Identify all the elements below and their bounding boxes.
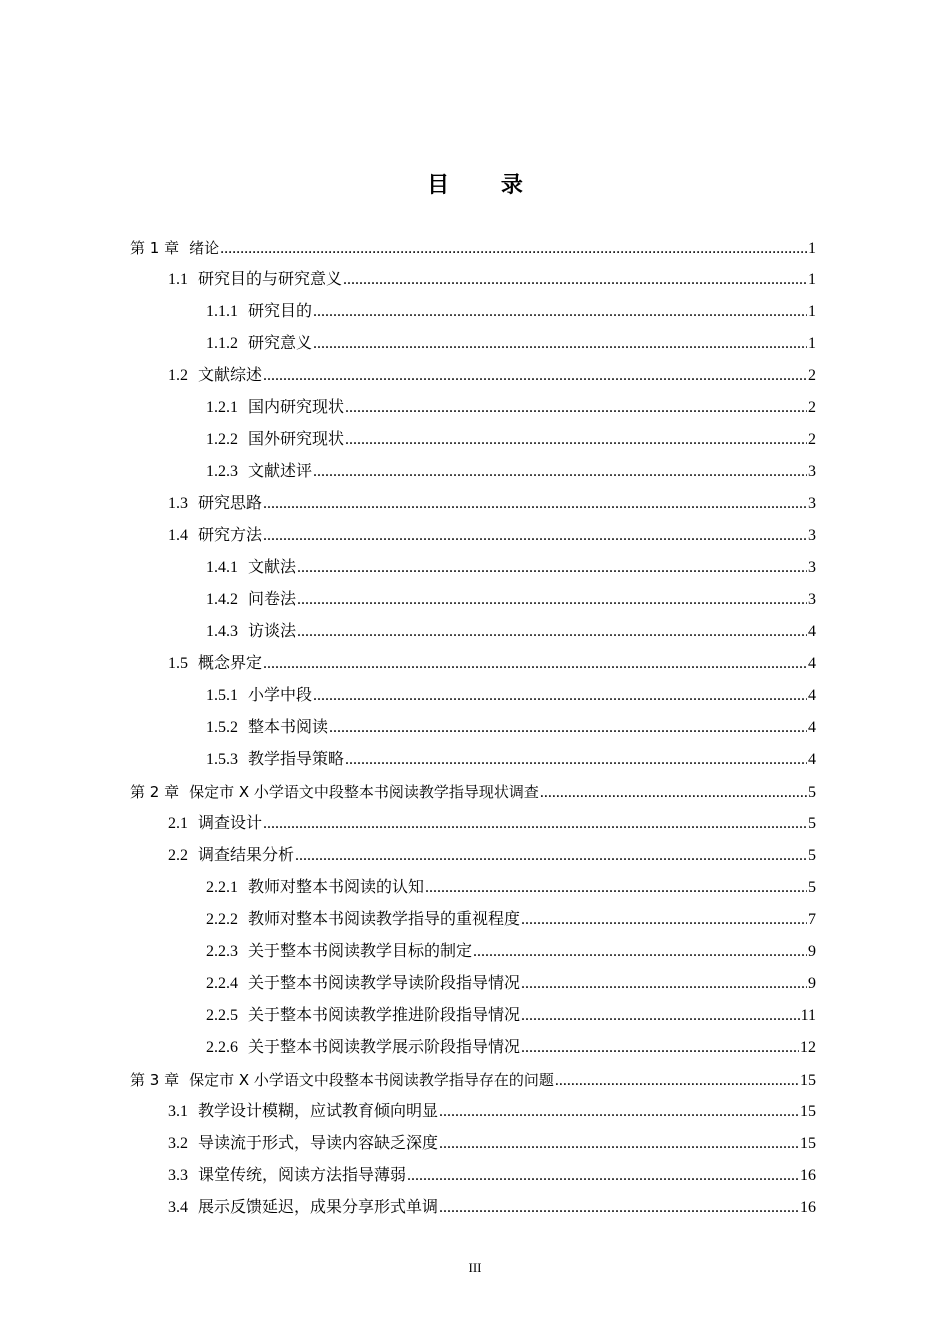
toc-entry-title: 研究目的 (248, 303, 313, 320)
toc-entry-title: 教师对整本书阅读教学指导的重视程度 (248, 911, 521, 928)
toc-entry[interactable] (130, 520, 816, 552)
toc-entry[interactable] (130, 712, 816, 744)
toc-entry[interactable] (130, 360, 816, 392)
toc-entry-page: 4 (808, 751, 816, 768)
toc-entry-number: 2.2.3 (206, 943, 238, 960)
toc-entry-title: 整本书阅读 (248, 719, 329, 736)
toc-entry-number: 1.2.1 (206, 399, 238, 416)
toc-entry-number: 1.4.1 (206, 559, 238, 576)
toc-entry[interactable] (130, 1160, 816, 1192)
page-title: 目 录 (427, 173, 545, 198)
toc-entry[interactable] (130, 328, 816, 360)
toc-entry[interactable] (130, 392, 816, 424)
toc-entry-page: 4 (808, 687, 816, 704)
toc-dot-leader (313, 296, 807, 328)
toc-entry-page: 15 (800, 1135, 816, 1152)
toc-entry-number: 3.4 (168, 1199, 188, 1216)
toc-entry[interactable] (130, 1192, 816, 1224)
toc-entry[interactable] (130, 744, 816, 776)
toc-dot-leader (345, 424, 807, 456)
toc-entry-page: 2 (808, 431, 816, 448)
toc-entry-title: 关于整本书阅读教学推进阶段指导情况 (248, 1007, 521, 1024)
toc-entry-page: 9 (808, 943, 816, 960)
toc-entry-title: 国内研究现状 (248, 399, 345, 416)
toc-entry-page: 16 (800, 1167, 816, 1184)
toc-entry-page: 5 (808, 879, 816, 896)
toc-dot-leader (297, 616, 807, 648)
toc-entry-page: 5 (808, 784, 816, 801)
toc-entry-page: 3 (808, 527, 816, 544)
toc-entry-number: 2.2.5 (206, 1007, 238, 1024)
toc-entry-number: 2.2.1 (206, 879, 238, 896)
toc-dot-leader (555, 1065, 799, 1097)
toc-dot-leader (263, 520, 807, 552)
toc-entry-title: 文献综述 (198, 367, 263, 384)
toc-entry-number: 1.4 (168, 527, 188, 544)
toc-entry-title: 关于整本书阅读教学目标的制定 (248, 943, 473, 960)
toc-entry-page: 5 (808, 815, 816, 832)
toc-entry[interactable] (130, 872, 816, 904)
toc-dot-leader (345, 744, 807, 776)
toc-dot-leader (263, 360, 807, 392)
toc-dot-leader (439, 1192, 799, 1224)
toc-entry-title: 文献法 (248, 559, 297, 576)
toc-dot-leader (343, 264, 807, 296)
table-of-contents (130, 232, 816, 1224)
toc-entry-page: 16 (800, 1199, 816, 1216)
toc-dot-leader (521, 968, 807, 1000)
toc-entry-page: 3 (808, 463, 816, 480)
toc-entry-title: 小学中段 (248, 687, 313, 704)
toc-dot-leader (295, 840, 807, 872)
toc-entry[interactable] (130, 808, 816, 840)
toc-entry-number: 1.4.3 (206, 623, 238, 640)
toc-entry-page: 9 (808, 975, 816, 992)
toc-dot-leader (521, 1000, 800, 1032)
toc-entry-number: 1.5.2 (206, 719, 238, 736)
toc-entry-title: 关于整本书阅读教学展示阶段指导情况 (248, 1039, 521, 1056)
toc-entry-page: 2 (808, 367, 816, 384)
toc-entry[interactable] (130, 840, 816, 872)
toc-dot-leader (297, 584, 807, 616)
toc-entry-number: 第 2 章 (130, 783, 180, 801)
toc-entry-page: 15 (800, 1072, 816, 1089)
toc-dot-leader (540, 777, 807, 809)
toc-entry-page: 3 (808, 495, 816, 512)
toc-entry-title: 保定市 X 小学语文中段整本书阅读教学指导存在的问题 (189, 1071, 554, 1089)
toc-dot-leader (313, 328, 807, 360)
toc-entry-title: 展示反馈延迟，成果分享形式单调 (198, 1199, 439, 1216)
toc-entry-number: 2.2.4 (206, 975, 238, 992)
toc-entry-page: 1 (808, 240, 816, 257)
toc-dot-leader (521, 904, 807, 936)
toc-entry-title: 课堂传统，阅读方法指导薄弱 (198, 1167, 407, 1184)
toc-entry-page: 12 (800, 1039, 816, 1056)
toc-entry-number: 1.1.1 (206, 303, 238, 320)
toc-dot-leader (313, 456, 807, 488)
toc-entry[interactable] (130, 232, 816, 264)
toc-dot-leader (425, 872, 807, 904)
toc-entry-number: 1.1 (168, 271, 188, 288)
toc-entry[interactable] (130, 584, 816, 616)
toc-entry[interactable] (130, 1096, 816, 1128)
toc-entry-page: 7 (808, 911, 816, 928)
toc-entry-title: 教学设计模糊，应试教育倾向明显 (198, 1103, 439, 1120)
toc-dot-leader (439, 1128, 799, 1160)
toc-entry-title: 教师对整本书阅读的认知 (248, 879, 425, 896)
toc-entry[interactable] (130, 1000, 816, 1032)
toc-entry-page: 5 (808, 847, 816, 864)
toc-entry-number: 2.2.2 (206, 911, 238, 928)
toc-dot-leader (220, 233, 807, 265)
toc-entry-number: 第 3 章 (130, 1071, 180, 1089)
toc-entry-title: 文献述评 (248, 463, 313, 480)
toc-entry-title: 访谈法 (248, 623, 297, 640)
toc-entry[interactable] (130, 296, 816, 328)
toc-dot-leader (439, 1096, 799, 1128)
toc-entry-number: 1.2.2 (206, 431, 238, 448)
toc-entry-page: 3 (808, 591, 816, 608)
toc-entry-number: 3.1 (168, 1103, 188, 1120)
toc-entry-title: 研究目的与研究意义 (198, 271, 343, 288)
toc-entry-title: 概念界定 (198, 655, 263, 672)
toc-entry-number: 1.1.2 (206, 335, 238, 352)
toc-dot-leader (297, 552, 807, 584)
toc-entry-page: 1 (808, 271, 816, 288)
toc-entry[interactable] (130, 904, 816, 936)
toc-entry[interactable] (130, 552, 816, 584)
toc-entry-page: 15 (800, 1103, 816, 1120)
toc-entry-number: 2.2.6 (206, 1039, 238, 1056)
toc-entry-page: 4 (808, 623, 816, 640)
toc-entry[interactable] (130, 968, 816, 1000)
toc-entry-page: 3 (808, 559, 816, 576)
toc-entry-title: 导读流于形式，导读内容缺乏深度 (198, 1135, 439, 1152)
toc-entry-title: 保定市 X 小学语文中段整本书阅读教学指导现状调查 (189, 783, 539, 801)
toc-entry-page: 2 (808, 399, 816, 416)
toc-dot-leader (263, 648, 807, 680)
toc-entry[interactable] (130, 424, 816, 456)
toc-entry-title: 研究方法 (198, 527, 263, 544)
toc-entry-number: 1.5 (168, 655, 188, 672)
toc-entry-title: 研究意义 (248, 335, 313, 352)
toc-entry-page: 11 (800, 1007, 816, 1024)
toc-entry-number: 1.2 (168, 367, 188, 384)
toc-entry-number: 3.2 (168, 1135, 188, 1152)
toc-entry[interactable] (130, 648, 816, 680)
toc-entry-number: 1.2.3 (206, 463, 238, 480)
toc-dot-leader (521, 1032, 799, 1064)
toc-entry-title: 国外研究现状 (248, 431, 345, 448)
toc-entry[interactable] (130, 680, 816, 712)
toc-dot-leader (329, 712, 807, 744)
toc-entry-title: 绪论 (189, 239, 220, 257)
toc-entry-number: 1.5.1 (206, 687, 238, 704)
toc-entry-page: 4 (808, 719, 816, 736)
toc-entry-title: 调查结果分析 (198, 847, 295, 864)
toc-entry-number: 第 1 章 (130, 239, 180, 257)
toc-entry-number: 1.5.3 (206, 751, 238, 768)
toc-dot-leader (263, 808, 807, 840)
toc-entry-number: 2.1 (168, 815, 188, 832)
toc-dot-leader (313, 680, 807, 712)
toc-entry-title: 教学指导策略 (248, 751, 345, 768)
toc-entry-number: 1.4.2 (206, 591, 238, 608)
toc-dot-leader (473, 936, 807, 968)
toc-entry[interactable] (130, 1064, 816, 1096)
toc-entry[interactable] (130, 616, 816, 648)
toc-entry-page: 1 (808, 335, 816, 352)
toc-entry-title: 研究思路 (198, 495, 263, 512)
toc-dot-leader (345, 392, 807, 424)
toc-entry-title: 调查设计 (198, 815, 263, 832)
toc-entry[interactable] (130, 776, 816, 808)
toc-entry[interactable] (130, 264, 816, 296)
page-number: III (468, 1260, 482, 1275)
toc-entry-number: 2.2 (168, 847, 188, 864)
toc-entry-page: 1 (808, 303, 816, 320)
toc-entry-page: 4 (808, 655, 816, 672)
toc-entry-title: 问卷法 (248, 591, 297, 608)
toc-dot-leader (407, 1160, 799, 1192)
toc-entry[interactable] (130, 1032, 816, 1064)
toc-entry[interactable] (130, 936, 816, 968)
toc-entry-number: 1.3 (168, 495, 188, 512)
toc-entry-title: 关于整本书阅读教学导读阶段指导情况 (248, 975, 521, 992)
toc-entry[interactable] (130, 456, 816, 488)
toc-entry-number: 3.3 (168, 1167, 188, 1184)
toc-dot-leader (263, 488, 807, 520)
toc-entry[interactable] (130, 488, 816, 520)
toc-entry[interactable] (130, 1128, 816, 1160)
